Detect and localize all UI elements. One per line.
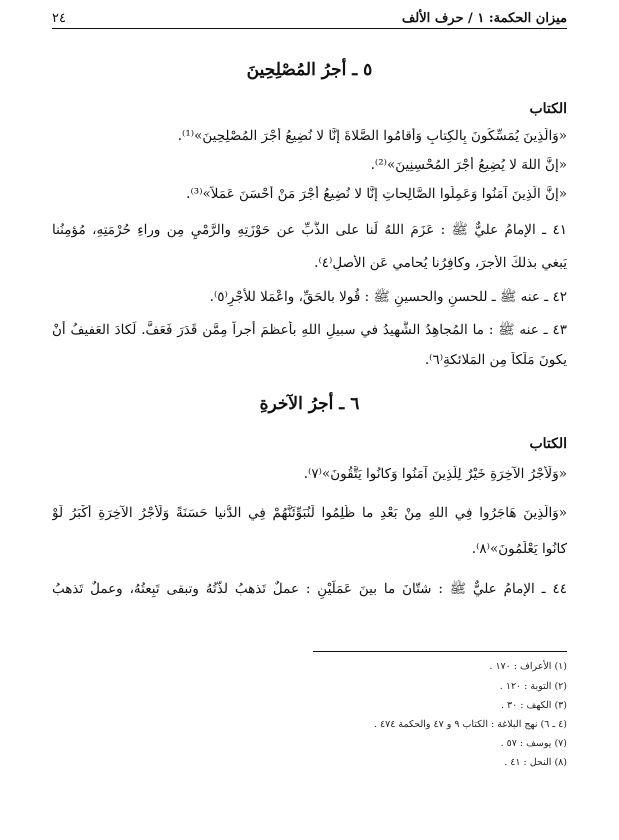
text-line: كانُوا يَعْلَمُونَ»⁽٨⁾.: [471, 541, 567, 557]
text-line: «وَالَّذِينَ يُمَسِّكُونَ بِالكِتابِ وَأَقامُوا الصَّلاةَ إِنَّا لا نُضِيعُ أَجْرَ المُصْلِحِينَ»⁽¹⁾.: [177, 128, 567, 144]
footnote: (٨) النحل : ٤١ .: [504, 757, 567, 768]
text-line: «وَلَأَجْرُ الآخِرَةِ خَيْرٌ لِلَّذِينَ آمَنُوا وَكانُوا يَتَّقُونَ»⁽٧⁾.: [303, 466, 567, 482]
section-heading-6: ٦ ـ أجرُ الآخرةِ: [259, 394, 360, 414]
footnote: (٣) الكهف : ٣٠ .: [500, 700, 567, 711]
page-number: ٢٤: [52, 10, 66, 26]
subheading-kitab-1: الكتاب: [529, 101, 567, 117]
running-header: [52, 8, 567, 29]
text-line: ٤٢ ـ عنه ﷺ ـ للحسنِ والحسينِ ﷺ : قُولا بالحَقِّ، واعْمَلا للأجْرِ⁽٥⁾.: [209, 289, 567, 305]
footnote-divider: [313, 651, 567, 652]
text-line: «إِنَّ الَّذِينَ آمَنُوا وَعَمِلُوا الصَّالِحاتِ إِنَّا لا نُضِيعُ أَجْرَ مَنْ أَحْسَنَ عَمَلاً»⁽³⁾.: [186, 186, 567, 202]
text-line: ٤١ ـ الإمامُ عليٌّ ﷺ : عَزَمَ اللهُ لَنا على الذَّبِّ عن حَوْزَتِهِ والرَّمْيِ مِن وراءِ حُرْمَتِهِ، مُؤمِنُنا: [52, 222, 567, 238]
text-line: ٤٣ ـ عنه ﷺ : ما المُجاهِدُ الشَّهيدُ في سبيلِ اللهِ بأعظمَ أجراً مِمَّن قَدَرَ فَعَفَّ. لَكادَ العَفيفُ أنْ: [52, 322, 567, 338]
text-line: ٤٤ ـ الإمامُ عليٌّ ﷺ : شتّانَ ما بينَ عَمَلَيْنِ : عملٌ تَذهبُ لذّتُهُ وتبقى تَبِعتُهُ، وعملٌ تَذهبُ: [52, 581, 567, 597]
footnote: (٤ ـ ٦) نهج البلاغة : الكتاب ٩ و ٤٧ والحكمة ٤٧٤ .: [373, 719, 567, 730]
text-line: «وَالَّذِينَ هَاجَرُوا فِي اللهِ مِنْ بَعْدِ ما ظُلِمُوا لَنُبَوِّئَنَّهُمْ فِي الدُّنيا حَسَنَةً وَلَأَجْرُ الآخِرَةِ أَكْبَرُ لَوْ: [52, 505, 567, 521]
subheading-kitab-2: الكتاب: [529, 436, 567, 452]
running-title: ميزان الحكمة: ١ / حرف الألف: [401, 10, 567, 26]
text-line: يَبغي بذلكَ الأجرَ، وكافِرُنا يُحامي عَنِ الأصلِ⁽٤⁾.: [314, 255, 567, 271]
footnote: (٢) التوبة : ١٢٠ .: [499, 681, 567, 692]
text-line: يكونَ مَلَكاً مِن المَلائكةِ⁽٦⁾.: [424, 352, 567, 368]
text-line: «إِنَّ اللهَ لا يُضِيعُ أَجْرَ المُحْسِنِينَ»⁽²⁾.: [370, 157, 567, 173]
footnote: (١) الأعراف : ١٧٠ .: [489, 661, 567, 672]
footnote: (٧) يوسف : ٥٧ .: [500, 738, 567, 749]
section-heading-5: ٥ ـ أجرُ المُصْلِحِينَ: [246, 60, 373, 80]
